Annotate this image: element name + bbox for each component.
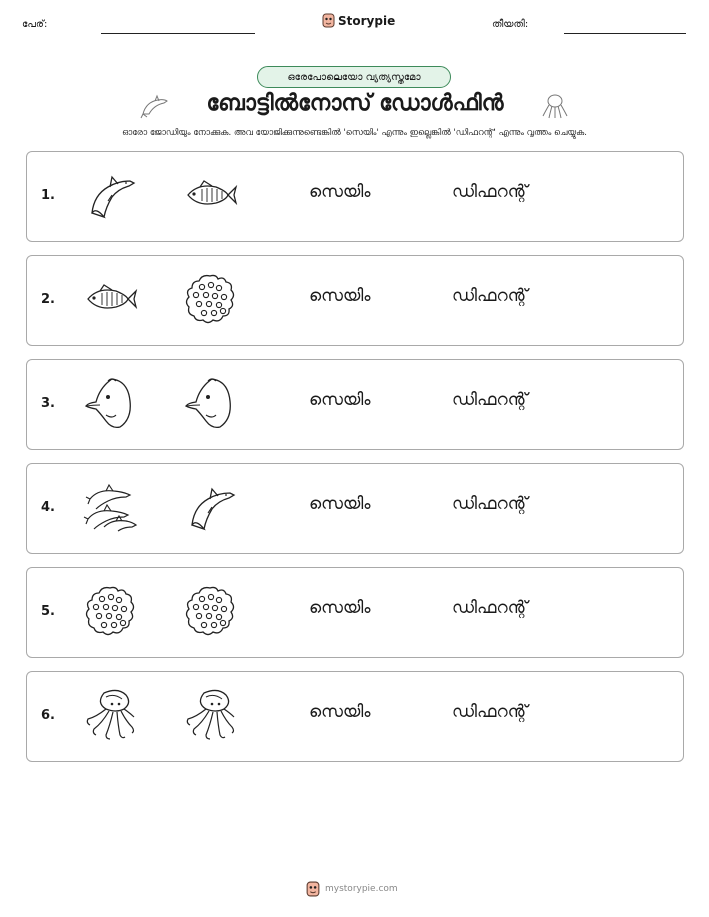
- question-number: 6.: [41, 708, 55, 723]
- dolphin-icon: [182, 479, 238, 535]
- storypie-mascot-icon: [306, 881, 320, 897]
- question-number: 1.: [41, 188, 55, 203]
- octopus-icon: [182, 687, 238, 743]
- same-option[interactable]: സെയിം: [309, 182, 371, 202]
- same-option[interactable]: സെയിം: [309, 598, 371, 618]
- footer: [306, 881, 398, 897]
- question-row: [26, 151, 684, 242]
- question-number: 3.: [41, 396, 55, 411]
- same-option[interactable]: സെയിം: [309, 494, 371, 514]
- coral-icon: [182, 583, 238, 639]
- same-option[interactable]: സെയിം: [309, 702, 371, 722]
- date-field[interactable]: [564, 33, 686, 34]
- date-label: തീയതി:: [492, 19, 529, 30]
- different-option[interactable]: ഡിഫറന്റ്: [452, 598, 528, 618]
- dolphin-group-icon: [82, 479, 138, 535]
- different-option[interactable]: ഡിഫറന്റ്: [452, 286, 528, 306]
- different-option[interactable]: ഡിഫറന്റ്: [452, 182, 528, 202]
- name-label: പേര്:: [22, 19, 48, 30]
- same-option[interactable]: സെയിം: [309, 390, 371, 410]
- octopus-icon: [82, 687, 138, 743]
- question-number: 5.: [41, 604, 55, 619]
- page-title: ബോട്ടിൽനോസ് ഡോൾഫിൻ: [206, 91, 504, 116]
- storypie-mascot-icon: [322, 13, 335, 28]
- coral-icon: [82, 583, 138, 639]
- dolphin-decoration-icon: [140, 92, 170, 120]
- brand-logo: [322, 13, 395, 28]
- dolphin-head-icon: [182, 375, 238, 431]
- question-number: 2.: [41, 292, 55, 307]
- different-option[interactable]: ഡിഫറന്റ്: [452, 390, 528, 410]
- coral-icon: [182, 271, 238, 327]
- question-number: 4.: [41, 500, 55, 515]
- worksheet-type-badge: ഒരേപോലെയോ വ്യത്യസ്തമോ: [257, 66, 451, 88]
- octopus-decoration-icon: [540, 92, 570, 120]
- question-row: [26, 567, 684, 658]
- question-row: [26, 463, 684, 554]
- dolphin-icon: [82, 167, 138, 223]
- question-row: [26, 255, 684, 346]
- different-option[interactable]: ഡിഫറന്റ്: [452, 494, 528, 514]
- question-row: [26, 359, 684, 450]
- name-field[interactable]: [101, 33, 255, 34]
- fish-icon: [82, 271, 138, 327]
- same-option[interactable]: സെയിം: [309, 286, 371, 306]
- instructions: ഓരോ ജോഡിയും നോക്കുക. അവ യോജിക്കുന്നുണ്ടെങ്കിൽ 'സെയിം' എന്നും ഇല്ലെങ്കിൽ 'ഡിഫറന്റ്' എന്നും വൃത്തം ചെയ്യുക.: [122, 128, 587, 138]
- dolphin-head-icon: [82, 375, 138, 431]
- different-option[interactable]: ഡിഫറന്റ്: [452, 702, 528, 722]
- footer-url: mystorypie.com: [325, 884, 398, 894]
- brand-name: Storypie: [338, 13, 396, 28]
- question-row: [26, 671, 684, 762]
- fish-icon: [182, 167, 238, 223]
